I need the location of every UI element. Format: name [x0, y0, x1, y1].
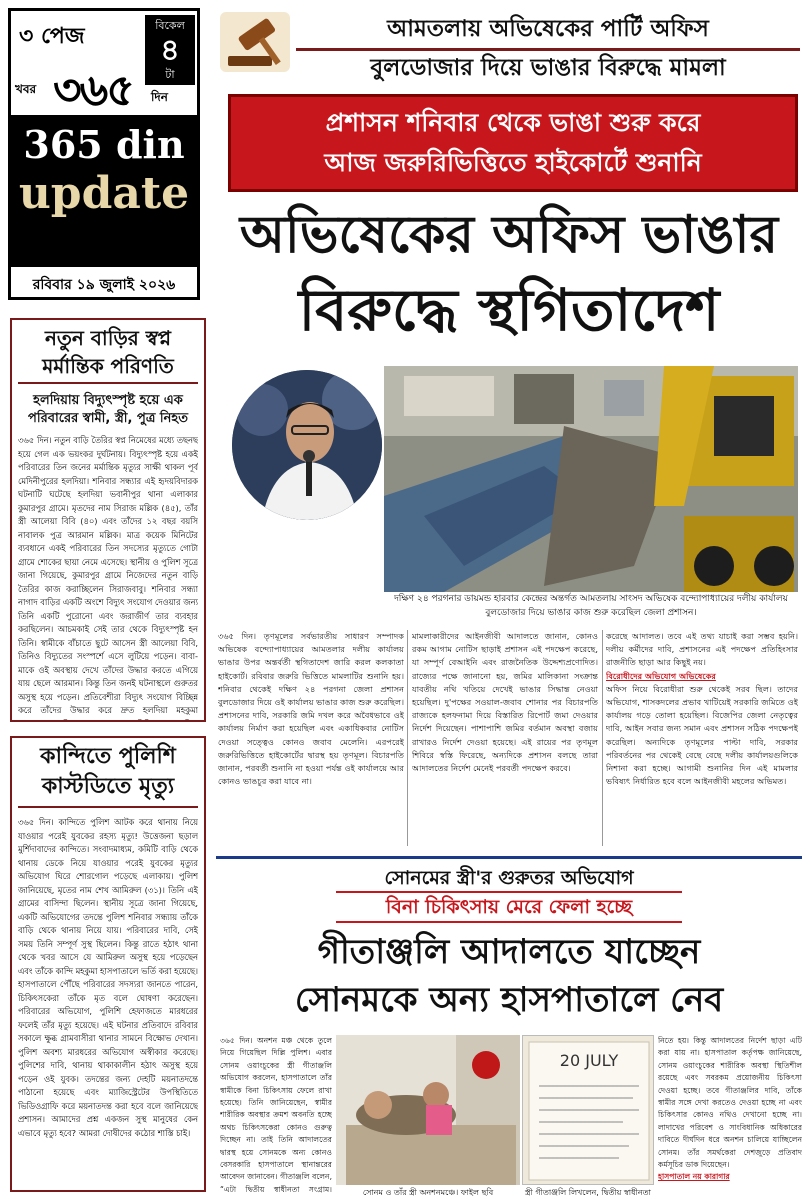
story2-column-c: [658, 1035, 802, 1195]
time-top: বিকেল: [155, 19, 185, 32]
side1-title-1: নতুন বাড়ির স্বপ্ন: [44, 326, 172, 350]
col-c-lead: করেছে আদালত। তবে এই তথ্য যাচাই করা সম্ভব হয়নি। দলীয় কর্মীদের দাবি, প্রশাসনের এই পদক্ষেপ প্রতিহিংসার রাজনীতি ছাড়া আর কিছুই নয়।: [606, 631, 798, 668]
hunger-strike-photo: [336, 1035, 520, 1185]
poster-date: 20 JULY: [559, 1051, 619, 1070]
logo-khobor: খবর: [15, 82, 37, 96]
side2-body: ৩৬৫ দিন। কান্দিতে পুলিশ আটক করে থানায় নিয়ে যাওয়ার পরেই যুবকের রহস্য মৃত্যু! উত্তেজনা ছড়াল মুর্শিদাবাদের কান্দিতে। সংবাদমাধ্যম, কমিটি বাড়ি থেকে থানায় ডেকে নিয়ে যাওয়ার পরেই যুবকের মৃত্যুর অভিযোগ ঘিরে শোরগোল পড়েছে এলাকায়। পুলিশ জানিয়েছে, মৃতের নাম শেখ আমিরুল (৩১)। তিনি এই গ্রামের বাসিন্দা ছিলেন। স্থানীয় সূত্রে জানা গিয়েছে, একটি অভিযোগের তদন্তে পুলিশ শনিবার সন্ধ্যায় তাঁকে বাড়ি থেকে থানায় নিয়ে যায়। পরিবারের দাবি, সেই সময় তিনি সম্পূর্ণ সুস্থ ছিলেন। কিন্তু রাতে হঠাৎ থানা থেকে খবর আসে যে আমিরুল অসুস্থ হয়ে পড়েছেন এবং তাঁকে কান্দি মহকুমা হাসপাতালে ভর্তি করা হয়েছে। হাসপাতালে পৌঁছে পরিবারের সদস্যরা জানতে পারেন, চিকিৎসকেরা তাঁকে মৃত বলে ঘোষণা করেছেন। পরিবারের অভিযোগ, পুলিশি হেফাজতে মারধরের ফলেই তাঁর মৃত্যু হয়েছে। এই ঘটনার প্রতিবাদে রবিবার সকালে ক্ষুব্ধ গ্রামবাসীরা থানার সামনে বিক্ষোভ দেখান। পুলিশ অবশ্য মারধরের অভিযোগ অস্বীকার করেছে। পুলিশের দাবি, থানায় থাকাকালীন হঠাৎ অসুস্থ হয়ে পড়েন ওই যুবক। তদন্তের জন্য দেহটি ময়নাতদন্তে পাঠানো হয়েছে এবং ম্যাজিস্ট্রেটের উপস্থিতিতে ভিডিওগ্রাফি করে ময়নাতদন্ত করা হবে বলে জানিয়েছে প্রশাসন। আমাদের প্রশ্ন একজন সুস্থ মানুষের কেন এভাবে মৃত্যু হবে? আমরা দোষীদের কঠোর শাস্তি চাই।: [18, 817, 198, 1138]
handwritten-poster-photo: [522, 1035, 654, 1185]
top-kicker-1: আমতলায় অভিষেকের পার্টি অফিস: [387, 16, 709, 42]
caption-line-2: বুলডোজার দিয়ে ভাঙার কাজ শুরু করেছিল জেলা প্রশাসন।: [485, 608, 697, 618]
side1-title-2: মর্মান্তিক পরিণতি: [18, 352, 198, 384]
poster-caption: স্ত্রী গীতাঞ্জলি লিখলেন, দ্বিতীয় স্বাধীনতা: [524, 1188, 651, 1197]
main-headline-2: বিরুদ্ধে স্থগিতাদেশ: [298, 276, 720, 344]
red-line-2: আজ জরুরিভিত্তিতে হাইকোর্টে শুনানি: [324, 148, 702, 177]
red-line-1: প্রশাসন শনিবার থেকে ভাঙা শুরু করে: [325, 108, 701, 137]
photo-caption: সোনম ও তাঁর স্ত্রী অনশনমঞ্চে। ফাইল ছবি: [362, 1188, 494, 1197]
story-sonam: [216, 856, 802, 1197]
col-c-rest: অফিস নিয়ে বিরোধীরা শুরু থেকেই সরব ছিল। তাদের অভিযোগ, শাসকদলের প্রভাব খাটিয়েই সরকারি জমিতে ওই কার্যালয় গড়ে তোলা হয়েছিল। বিজেপির জেলা নেতৃত্বের দাবি, আইন সবার জন্য সমান এবং প্রশাসন সঠিক পদক্ষেপই করেছিল। অন্যদিকে তৃণমূলের পাল্টা দাবি, সরকার পরিবর্তনের পর থেকেই বেছে বেছে দলীয় কার্যালয়গুলিকে নিশানা করা হচ্ছে। আগামী শুনানির দিন এই মামলার ভবিষ্যৎ নির্ধারিত হবে বলে আইনজীবী মহলের অভিমত।: [606, 683, 798, 787]
red-highlight-box: [228, 94, 798, 192]
time-unit: টা: [165, 68, 175, 81]
story2-col-c-subhead: হাসপাতাল নয় কারাগার: [658, 1172, 730, 1182]
story2-kicker-1: সোনমের স্ত্রী'র গুরুতর অভিযোগ: [384, 867, 634, 889]
side1-subtitle: হলদিয়ায় বিদ্যুৎস্পৃষ্ট হয়ে এক পরিবারের স্বামী, স্ত্রী, পুত্র নিহত: [28, 393, 188, 426]
story1-column-a: ৩৬৫ দিন। তৃণমূলের সর্বভারতীয় সাধারণ সম্পাদক অভিষেক বন্দ্যোপাধ্যায়ের আমতলার দলীয় কার্যালয় ভাঙার উপর অন্তর্বর্তী স্থগিতাদেশ জারি করল কলকাতা হাইকোর্ট। রবিবার জরুরি ভিত্তিতে মামলাটির শুনানি হয়। শনিবার থেকেই দক্ষিণ ২৪ পরগনা জেলা প্রশাসন বুলডোজার দিয়ে ওই কার্যালয় ভাঙার কাজ শুরু করেছিল। প্রশাসনের দাবি, সরকারি জমি দখল করে অবৈধভাবে ওই কার্যালয় নির্মাণ করা হয়েছিল এবং একাধিকবার নোটিস দেওয়া সত্ত্বেও কোনও জবাব মেলেনি। এরপরেই জরুরিভিত্তিতে হাইকোর্টের দ্বারস্থ হয় তৃণমূল। বিচারপতি জানান, পরবর্তী শুনানি না হওয়া পর্যন্ত ওই কার্যালয়ে আর কোনও ভাঙচুর করা যাবে না।: [218, 631, 404, 787]
logo-block: [8, 8, 200, 118]
story2-headline-1: গীতাঞ্জলি আদালতে যাচ্ছেন: [317, 932, 701, 972]
col-c-subhead: বিরোধীদের অভিযোগ অভিষেকের: [606, 670, 716, 681]
time-badge: [145, 15, 195, 85]
story1-column-b: মামলাকারীদের আইনজীবী আদালতে জানান, কোনও রকম আগাম নোটিস ছাড়াই প্রশাসন এই পদক্ষেপ করেছে, যা সম্পূর্ণ বেআইনি এবং রাজনৈতিক উদ্দেশ্যপ্রণোদিত। রাজ্যের পক্ষে জানানো হয়, জমির মালিকানা সংক্রান্ত যাবতীয় নথি খতিয়ে দেখেই ভাঙার সিদ্ধান্ত নেওয়া হয়েছিল। দু'পক্ষের সওয়াল-জবাব শোনার পর বিচারপতি রাজ্যকে হলফনামা দিয়ে বিস্তারিত রিপোর্ট জমা দেওয়ার নির্দেশ দিয়েছেন। পাশাপাশি জমির বর্তমান অবস্থা বজায় রাখারও নির্দেশ দেওয়া হয়েছে। এই রায়ের পর তৃণমূল শিবিরে স্বস্তি ফিরেছে, অন্যদিকে প্রশাসন বলছে তারা আদালতের নির্দেশ মেনেই পরবর্তী পদক্ষেপ করবে।: [412, 631, 598, 774]
side2-title-1: কান্দিতে পুলিশি: [40, 744, 176, 769]
demolition-photo: [384, 366, 798, 592]
side-story-halDia: [10, 318, 206, 722]
paper-name: 365 din: [23, 122, 185, 167]
main-headline-1: অভিষেকের অফিস ভাঙার: [239, 205, 779, 265]
demolition-caption: [384, 592, 798, 620]
abhishek-portrait-photo: [232, 370, 382, 520]
side2-title-2: কাস্টডিতে মৃত্যু: [18, 772, 198, 808]
column-rule: [602, 630, 603, 846]
time-number: ৪: [160, 33, 180, 68]
top-kicker-2: বুলডোজার দিয়ে ভাঙার বিরুদ্ধে মামলা: [296, 48, 800, 82]
paper-update: update: [18, 168, 190, 219]
story2-kicker-2: বিনা চিকিৎসায় মেরে ফেলা হচ্ছে: [336, 891, 682, 923]
gavel-icon: [218, 10, 292, 74]
column-rule: [407, 630, 408, 846]
page-count: ৩ পেজ: [19, 24, 85, 49]
story2-headline-2: সোনমকে অন্য হাসপাতালে নেব: [294, 980, 724, 1020]
issue-date: রবিবার ১৯ জুলাই ২০২৬: [8, 264, 200, 300]
logo-din: দিন: [151, 90, 168, 104]
logo-365: ৩৬৫: [53, 65, 133, 116]
side-story-kandi: [10, 736, 206, 1192]
side1-body: ৩৬৫ দিন। নতুন বাড়ি তৈরির স্বপ্ন নিমেষের মধ্যে তছনছ হয়ে গেল এক ভয়ংকর দুর্ঘটনায়। বিদ্যুৎস্পৃষ্ট হয়ে একই পরিবারের তিন জনের মর্মান্তিক মৃত্যুর সাক্ষী থাকল পূর্ব মেদিনীপুরের হলদিয়া। শনিবার সন্ধ্যার এই হৃদয়বিদারক ঘটনাটি ঘটেছে হলদিয়া ভবানীপুর থানা এলাকার কুমারপুর গ্রামে। মৃতদের নাম সিরাজ মল্লিক (৪৫), তাঁর স্ত্রী আলেয়া বিবি (৪০) এবং তাঁদের ১২ বছর বয়সি নাবালক পুত্র আরমান মল্লিক। মাত্র কয়েক মিনিটের ব্যবধানে একই পরিবারের তিন সদস্যের মৃত্যুতে গোটা গ্রামে শোকের ছায়া নেমে এসেছে। স্থানীয় ও পুলিশ সূত্রে জানা গিয়েছে, কুমারপুর গ্রামে নিজেদের নতুন বাড়ি তৈরির কাজ করাচ্ছিলেন সিরাজবাবু। শনিবার সন্ধ্যা নাগাদ বাড়ির একটি অংশে বিদ্যুৎ সংযোগ দেওয়ার জন্য তিনি একটি পুরোনো এবং জরাজীর্ণ তার ব্যবহার করছিলেন। আচমকাই সেই তার থেকে বিদ্যুৎস্পৃষ্ট হন তিনি। স্বামীকে বাঁচাতে ছুটে আসেন স্ত্রী আলেয়া বিবি, তিনিও বিদ্যুতের সংস্পর্শে এসে লুটিয়ে পড়েন। বাবা-মাকে ওই অবস্থায় দেখে তাঁদের উদ্ধার করতে এগিয়ে যায় ছেলে আরমান। কিন্তু তিন জনই ঘটনাস্থলে গুরুতর অসুস্থ হয়ে পড়েন। প্রতিবেশীরা বিদ্যুৎ সংযোগ বিচ্ছিন্ন করে তাঁদের উদ্ধার করে দ্রুত হলদিয়া মহকুমা: [18, 435, 198, 715]
story1-column-c: [606, 630, 798, 846]
caption-line-1: দক্ষিণ ২৪ পরগনার ডায়মন্ড হারবার কেন্দ্রের অন্তর্গত আমতলায় সাংসদ অভিষেক বন্দ্যোপাধ্যায়ের দলীয় কার্যালয়: [394, 594, 788, 604]
story2-col-c-body: নিতে হয়। কিন্তু আদালতের নির্দেশ ছাড়া এটি করা যায় না। হাসপাতাল কর্তৃপক্ষ জানিয়েছে, সোনম ওয়াংচুকের শারীরিক অবস্থা স্থিতিশীল রয়েছে এবং সবরকম প্রয়োজনীয় চিকিৎসা দেওয়া হচ্ছে। তবে গীতাঞ্জলির দাবি, তাঁকে স্বামীর সঙ্গে দেখা করতেও দেওয়া হচ্ছে না এবং চিকিৎসার কোনও নথিও দেখানো হচ্ছে না। লাদাখের পরিবেশ ও সাংবিধানিক অধিকারের দাবিতে দীর্ঘদিন ধরে অনশন চালিয়ে যাচ্ছিলেন সোনম। তাঁর সমর্থকেরা দেশজুড়ে প্রতিবাদ কর্মসূচির ডাক দিয়েছেন।: [658, 1036, 802, 1170]
story2-column-a: ৩৬৫ দিন। অনশন মঞ্চ থেকে তুলে নিয়ে গিয়েছিল দিল্লি পুলিশ। এবার সোনম ওয়াংচুকের স্ত্রী গীতাঞ্জলি অভিযোগ করলেন, হাসপাতালে তাঁর স্বামীকে বিনা চিকিৎসায় ফেলে রাখা হয়েছে। তিনি জানিয়েছেন, স্বামীর শারীরিক অবস্থার ক্রমশ অবনতি হচ্ছে অথচ চিকিৎসকেরা কোনও গুরুত্ব দিচ্ছেন না। তাই তিনি আদালতের দ্বারস্থ হয়ে সোনমকে অন্য কোনও বেসরকারি হাসপাতালে স্থানান্তরের আবেদন জানাবেন। গীতাঞ্জলি বলেন, “এটা দ্বিতীয় স্বাধীনতা সংগ্রাম।: [220, 1036, 332, 1194]
masthead: [8, 8, 200, 300]
